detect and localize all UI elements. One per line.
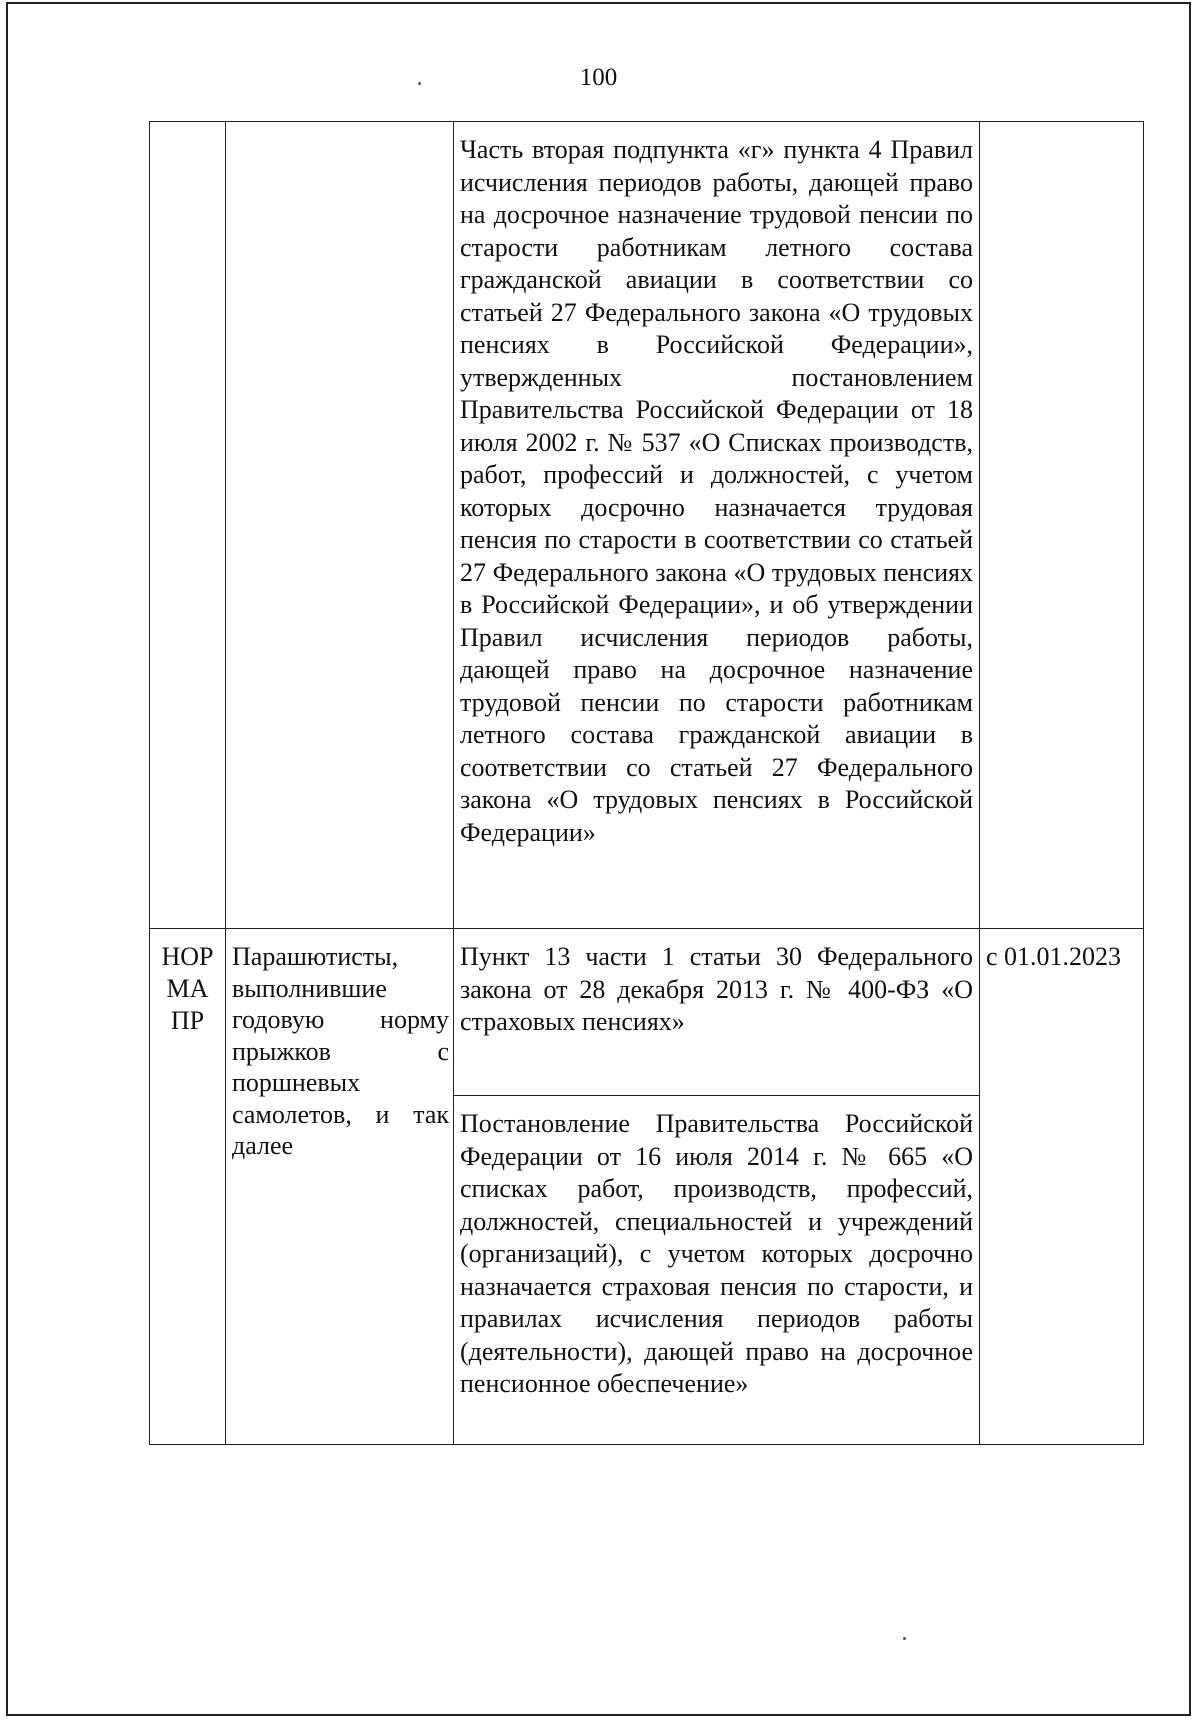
page-number: 100 [579, 64, 618, 91]
legal-basis-text: Пункт 13 части 1 статьи 30 Федерального закона от 28 декабря 2013 г. № 400-ФЗ «О страховых пенсиях» [460, 942, 973, 1036]
scan-speck [903, 1637, 906, 1640]
date-cell [980, 929, 1144, 1445]
norm-code-line: ПР [170, 1006, 205, 1035]
legal-basis-cell [454, 122, 980, 929]
norm-code [150, 929, 225, 1037]
document-page [6, 2, 1191, 1716]
effective-date: с 01.01.2023 [986, 942, 1122, 971]
code-cell [150, 929, 226, 1445]
norm-code-line: НОР [161, 942, 214, 971]
legal-basis-text: Часть вторая подпункта «г» пункта 4 Правил исчисления периодов работы, дающей право на досрочное назначение трудовой пенсии по старости работникам летного состава гражданской авиации в соответствии со статьей 27 Федерального закона «О трудовых пенсиях в Российской Федерации», утвержденных постановлением Правительства Российской Федерации от 18 июля 2002 г. № 537 «О Списках производств, работ, профессий и должностей, с учетом которых досрочно назначается трудовая пенсия по старости в соответствии со статьей 27 Федерального закона «О трудовых пенсиях в Российской Федерации», и об утверждении Правил исчисления периодов работы, дающей право на досрочное назначение трудовой пенсии по старости работникам летного состава гражданской авиации в соответствии со статьей 27 Федерального закона «О трудовых пенсиях в Российской Федерации» [460, 135, 973, 847]
description-cell-empty [226, 122, 454, 929]
legal-basis-text: Постановление Правительства Российской Федерации от 16 июля 2014 г. № 665 «О списках работ, производств, профессий, должностей, специальностей и учреждений (организаций), с учетом которых досрочно назначается страховая пенсия по старости, и правилах исчисления периодов работы (деятельности), дающей право на досрочное пенсионное обеспечение» [460, 1109, 973, 1398]
table-row [150, 929, 1144, 1096]
table-row [150, 122, 1144, 929]
code-cell-empty [150, 122, 226, 929]
profession-description: Парашютисты, выполнившие годовую норму прыжков с поршневых самолетов, и так далее [232, 942, 449, 1160]
norm-code-line: МА [166, 974, 209, 1003]
legal-basis-cell [454, 929, 980, 1096]
scan-speck [418, 82, 421, 85]
date-cell-empty [980, 122, 1144, 929]
description-cell [226, 929, 454, 1445]
legal-basis-cell [454, 1096, 980, 1445]
norms-table [149, 121, 1144, 1445]
